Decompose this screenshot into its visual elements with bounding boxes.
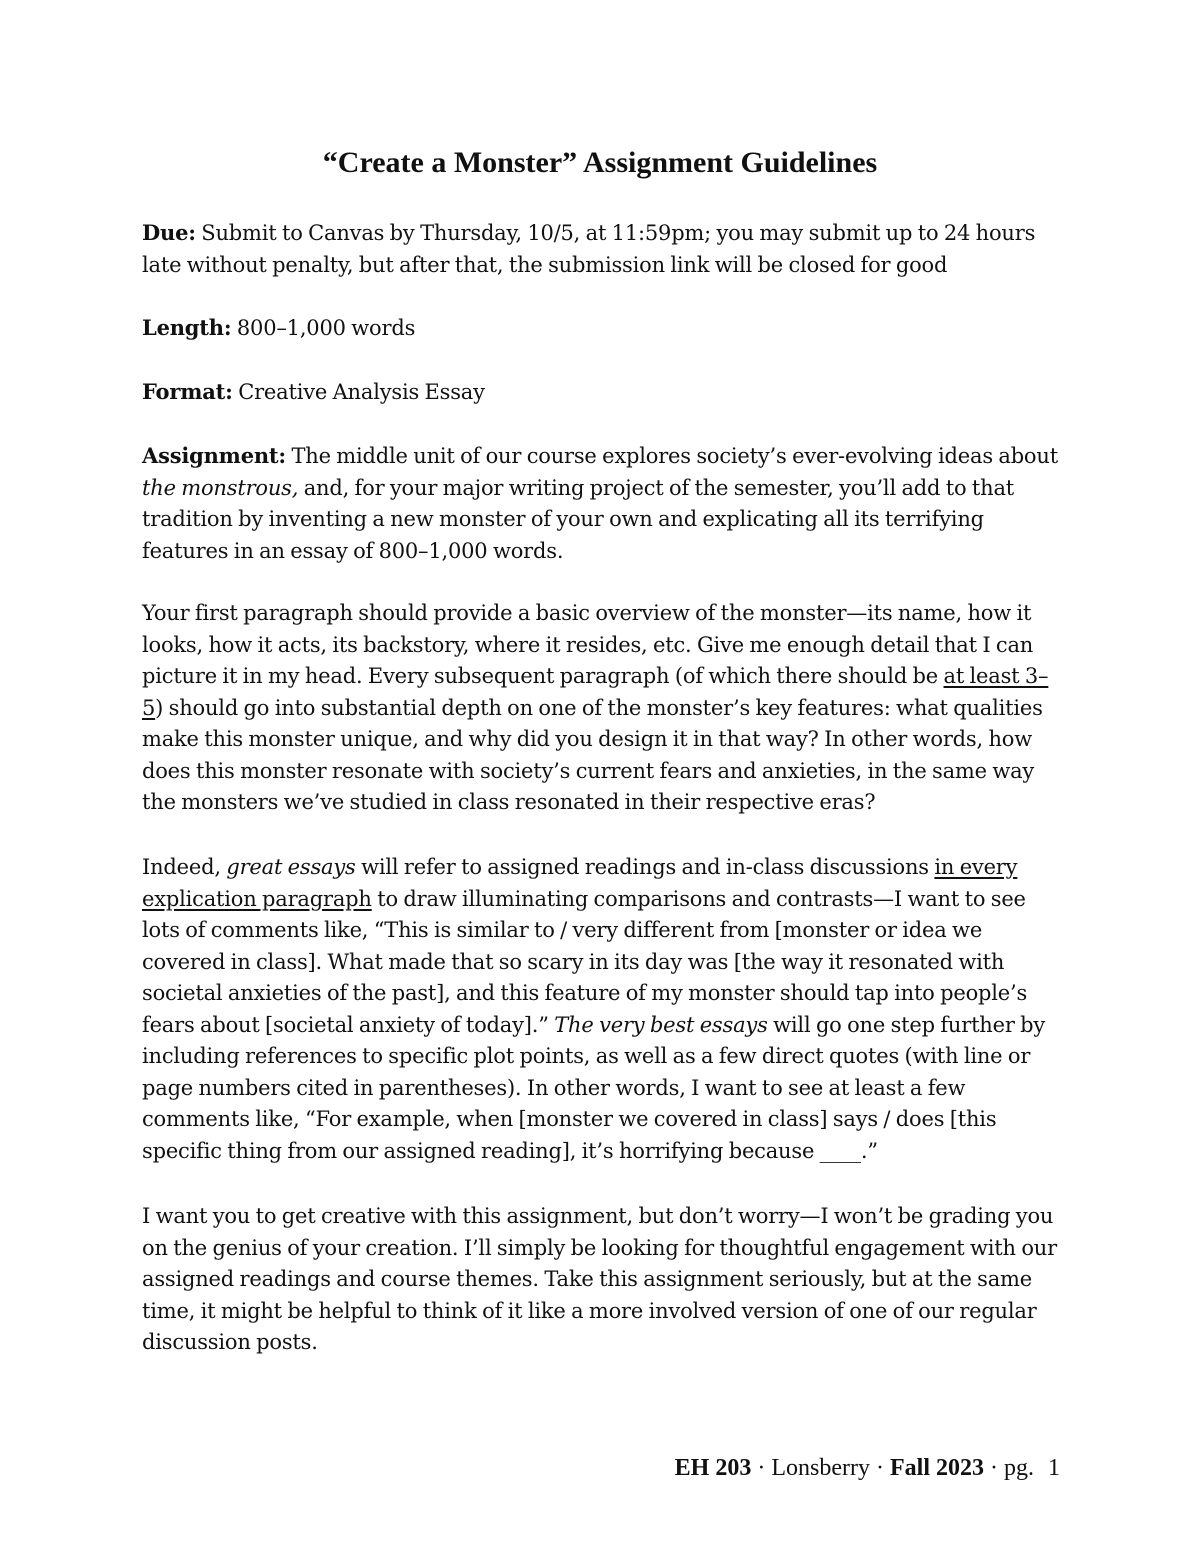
overview-text-1: Your first paragraph should provide a basic overview of the monster—its name, how it looks, how it acts, its backstory, where it resides, etc. Give me enough detail that I can picture it in my head. Every subsequent paragraph (of which there should be [142, 601, 1034, 688]
expectations-paragraph [142, 852, 1060, 1167]
assignment-text-1: The middle unit of our course explores society’s ever-evolving ideas about [291, 444, 1058, 468]
expectations-emphasis-1: great essays [226, 855, 356, 879]
format-paragraph [142, 376, 1060, 409]
expectations-emphasis-2: The very best essays [554, 1012, 768, 1037]
format-label: Format: [142, 379, 233, 404]
footer-course: EH 203 [674, 1455, 752, 1481]
expectations-text-4: will go one step further by including references to specific plot points, as well as a few direct quotes (with line or page numbers cited in parentheses). In other words, I want to see at least a few comments like, “For example, when [monster we covered in class] says / does [this specific thing from our assigned reading], it’s horrifying because ____.” [142, 1012, 1046, 1163]
due-paragraph [142, 217, 1060, 281]
page-footer [675, 1452, 1060, 1484]
length-label: Length: [142, 315, 232, 340]
overview-paragraph [142, 598, 1060, 819]
closing-text: I want you to get creative with this assignment, but don’t worry—I won’t be grading you on the genius of your creation. I’ll simply be looking for thoughtful engagement with our assigned readings and course themes. Take this assignment seriously, but at the same time, it might be helpful to think of it like a more involved version of one of our regular discussion posts. [142, 1204, 1057, 1354]
length-text: 800–1,000 words [236, 316, 416, 340]
length-paragraph [142, 312, 1060, 345]
footer-instructor: Lonsberry [771, 1455, 870, 1481]
footer-page-number: 1 [1048, 1455, 1060, 1481]
assignment-text-2: and, for your major writing project of the semester, you’ll add to that tradition by inventing a new monster of your own and explicating all its terrifying features in an essay of 800–1,000 words. [142, 475, 1015, 563]
overview-underline: at least 3–5 [142, 664, 1049, 720]
assignment-emphasis: the monstrous, [142, 475, 299, 500]
format-text: Creative Analysis Essay [238, 380, 485, 404]
expectations-text-2: will refer to assigned readings and in-class discussions [361, 855, 929, 879]
page-title: “Create a Monster” Assignment Guidelines [322, 146, 878, 179]
closing-paragraph [142, 1201, 1060, 1359]
due-label: Due: [142, 220, 196, 245]
footer-separator: · [870, 1455, 890, 1481]
footer-page-label: pg. [1004, 1455, 1034, 1481]
expectations-text-1: Indeed, [142, 855, 221, 879]
footer-term: Fall 2023 [890, 1455, 984, 1481]
footer-separator: · [984, 1455, 1004, 1481]
assignment-label: Assignment: [142, 443, 286, 468]
due-text: Submit to Canvas by Thursday, 10/5, at 11:59pm; you may submit up to 24 hours late without penalty, but after that, the submission link will be closed for good [142, 221, 1036, 277]
footer-separator: · [751, 1455, 772, 1481]
overview-text-2: ) should go into substantial depth on one of the monster’s key features: what qualities make this monster unique, and why did you design it in that way? In other words, how does this monster resonate with society’s current fears and anxieties, in the same way the monsters we’ve studied in class resonated in their respective eras? [142, 695, 1043, 814]
assignment-paragraph [142, 440, 1060, 567]
expectations-underline: in every explication paragraph [142, 855, 1018, 911]
expectations-text-3: to draw illuminating comparisons and contrasts—I want to see lots of comments like, “This is similar to / very different from [monster or idea we covered in class]. What made that so scary in its day was [the way it resonated with societal anxieties of the past], and this feature of my monster should tap into people’s fears about [societal anxiety of today].” [142, 886, 1028, 1037]
